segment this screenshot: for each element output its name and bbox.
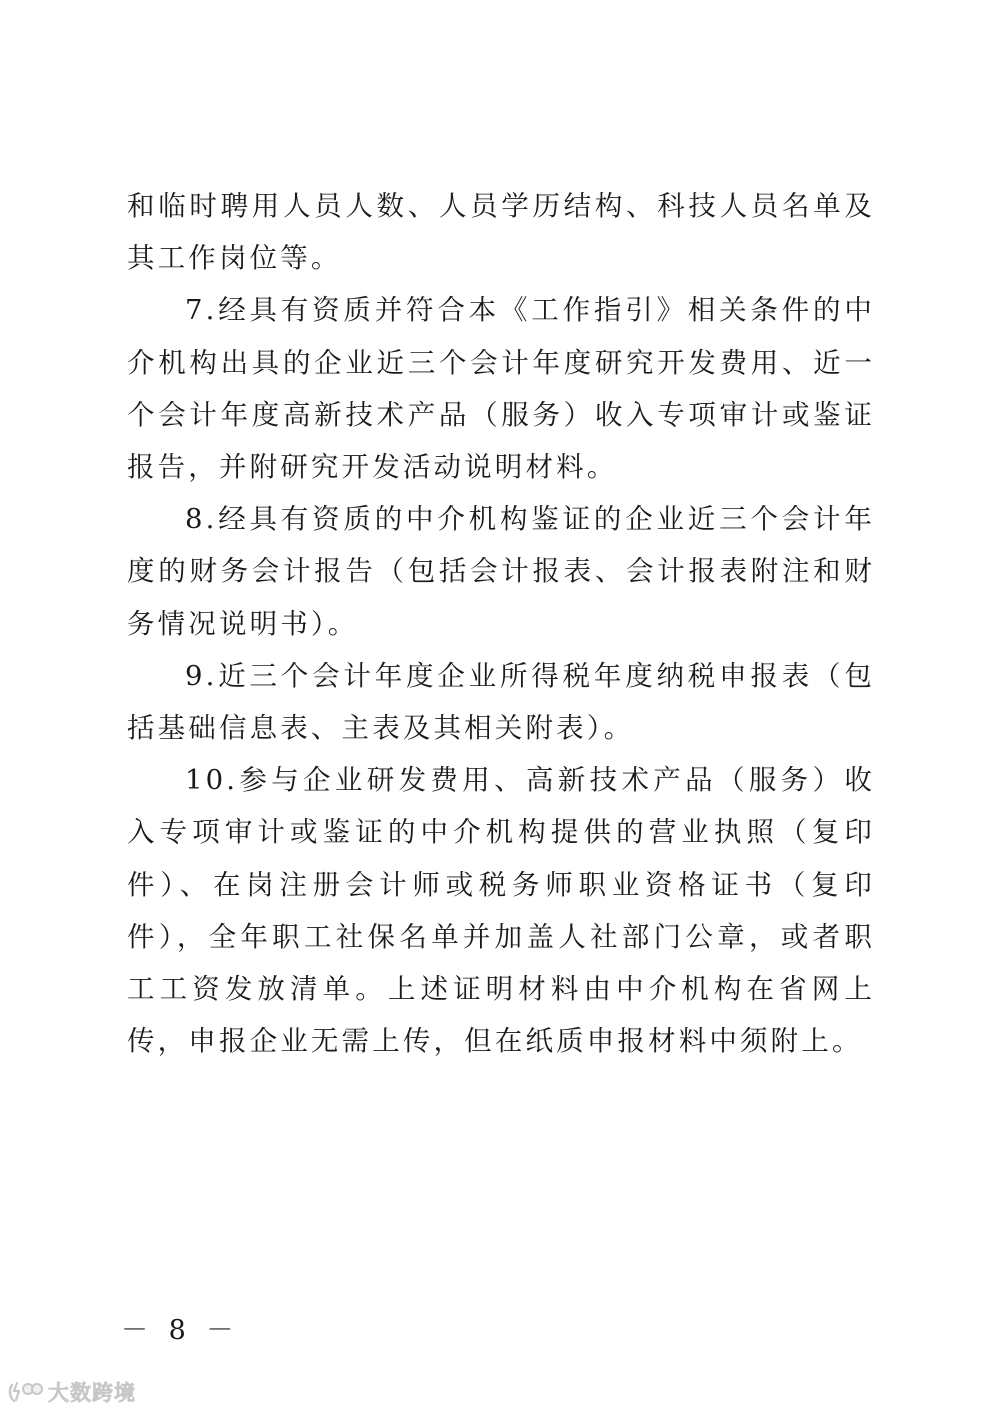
paragraph-item-7: 7.经具有资质并符合本《工作指引》相关条件的中介机构出具的企业近三个会计年度研究开发费用、近一个会计年度高新技术产品（服务）收入专项审计或鉴证报告，并附研究开发活动说明材料。: [127, 294, 875, 484]
paragraph-continuation: 和临时聘用人员人数、人员学历结构、科技人员名单及其工作岗位等。: [127, 190, 875, 275]
paragraph-item-10: 10.参与企业研发费用、高新技术产品（服务）收入专项审计或鉴证的中介机构提供的营业执照（复印件）、在岗注册会计师或税务师职业资格证书（复印件），全年职工社保名单并加盖人社部门公章，或者职工工资发放清单。上述证明材料由中介机构在省网上传，申报企业无需上传，但在纸质申报材料中须附上。: [127, 764, 875, 1058]
page-number: － 8 －: [121, 1315, 240, 1346]
brand-logo-icon: [8, 1379, 44, 1405]
watermark-text: 大数跨境: [48, 1381, 136, 1405]
document-body: [127, 180, 875, 1067]
watermark: [8, 1377, 136, 1407]
paragraph-item-9: 9.近三个会计年度企业所得税年度纳税申报表（包括基础信息表、主表及其相关附表）。: [127, 659, 875, 745]
paragraph-item-8: 8.经具有资质的中介机构鉴证的企业近三个会计年度的财务会计报告（包括会计报表、会计报表附注和财务情况说明书）。: [127, 503, 875, 640]
